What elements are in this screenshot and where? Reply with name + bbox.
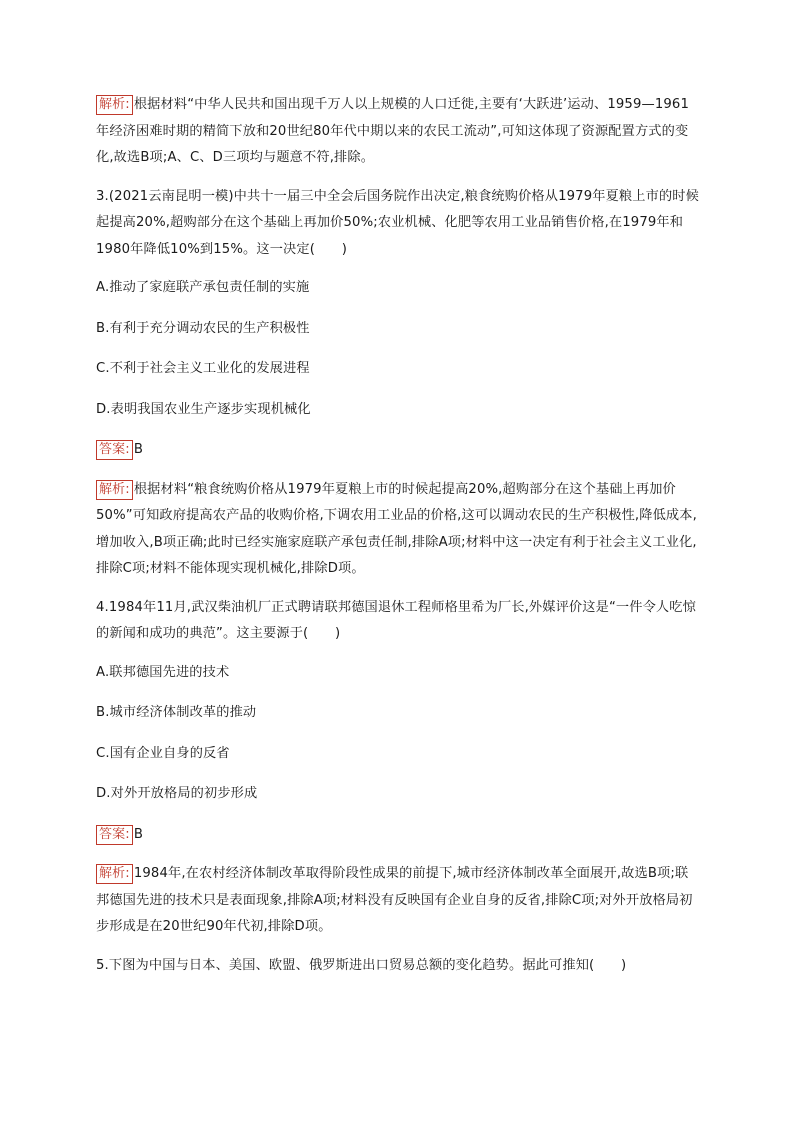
question-4-answer — [96, 822, 700, 849]
question-3-answer — [96, 437, 700, 464]
question-4-option-d[interactable]: D.对外开放格局的初步形成 — [96, 786, 258, 801]
analysis-q3 — [96, 477, 700, 583]
question-4-option-c[interactable]: C.国有企业自身的反省 — [96, 745, 230, 761]
question-4-option-a[interactable]: A.联邦德国先进的技术 — [96, 664, 230, 680]
document-page — [96, 92, 700, 991]
question-3-option-a[interactable]: A.推动了家庭联产承包责任制的实施 — [96, 280, 310, 295]
question-3-stem: 3.(2021云南昆明一模)中共十一届三中全会后国务院作出决定,粮食统购价格从1979年夏粮上市的时候起提高20%,超购部分在这个基础上再加价50%;农业机械、化肥等农用工业品销售价格,在1979年和1980年降低10%到15%。这一决定( ) — [96, 188, 699, 257]
analysis-q2 — [96, 92, 700, 172]
analysis-tag: 解析: — [96, 95, 133, 115]
analysis-q4 — [96, 861, 700, 941]
question-3-option-d[interactable]: D.表明我国农业生产逐步实现机械化 — [96, 401, 311, 417]
answer-tag: 答案: — [96, 825, 133, 845]
analysis-tag: 解析: — [96, 864, 133, 884]
question-3-option-c[interactable]: C.不利于社会主义工业化的发展进程 — [96, 361, 310, 376]
analysis-text: 1984年,在农村经济体制改革取得阶段性成果的前提下,城市经济体制改革全面展开,故选B项;联邦德国先进的技术只是表面现象,排除A项;材料没有反映国有企业自身的反省,排除C项;对外开放格局初步形成是在20世纪90年代初,排除D项。 — [96, 866, 693, 934]
answer-tag: 答案: — [96, 440, 133, 460]
question-4-stem: 4.1984年11月,武汉柴油机厂正式聘请联邦德国退休工程师格里希为厂长,外媒评价这是“一件令人吃惊的新闻和成功的典范”。这主要源于( ) — [96, 599, 696, 641]
answer-value: B — [133, 826, 144, 842]
analysis-text: 根据材料“中华人民共和国出现千万人以上规模的人口迁徙,主要有‘大跃进’运动、1959—1961年经济困难时期的精简下放和20世纪80年代中期以来的农民工流动”,可知这体现了资源配置方式的变化,故选B项;A、C、D三项均与题意不符,排除。 — [96, 97, 689, 165]
answer-value: B — [133, 442, 144, 457]
question-5-stem: 5.下图为中国与日本、美国、欧盟、俄罗斯进出口贸易总额的变化趋势。据此可推知( ) — [96, 957, 627, 973]
question-3-option-b[interactable]: B.有利于充分调动农民的生产积极性 — [96, 320, 310, 336]
analysis-tag: 解析: — [96, 480, 133, 500]
analysis-text: 根据材料“粮食统购价格从1979年夏粮上市的时候起提高20%,超购部分在这个基础上再加价50%”可知政府提高农产品的收购价格,下调农用工业品的价格,这可以调动农民的生产积极性,降低成本,增加收入,B项正确;此时已经实施家庭联产承包责任制,排除A项;材料中这一决定有利于社会主义工业化,排除C项;材料不能体现实现机械化,排除D项。 — [96, 481, 697, 576]
question-4-option-b[interactable]: B.城市经济体制改革的推动 — [96, 705, 257, 720]
